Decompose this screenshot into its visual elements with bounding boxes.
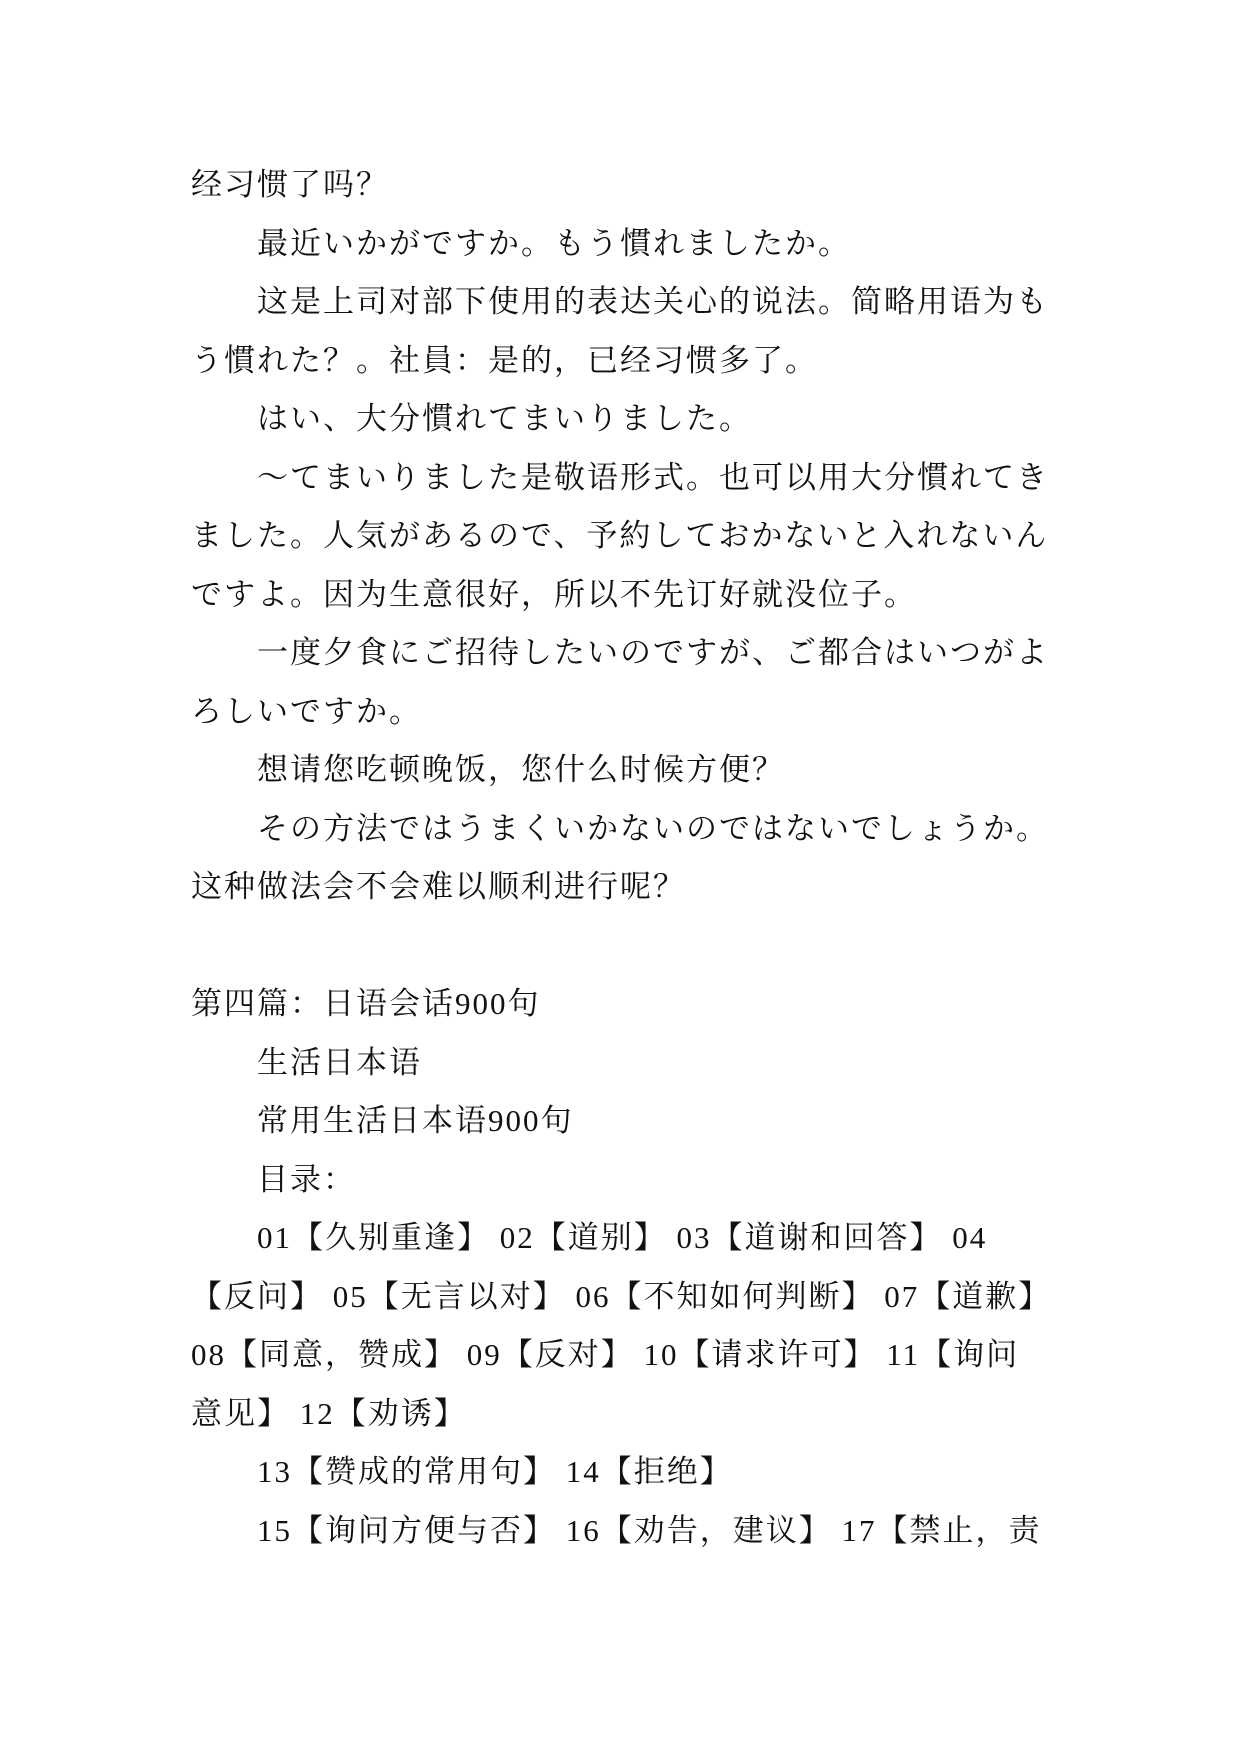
section-title: 常用生活日本语900句: [257, 1103, 574, 1138]
paragraph: [191, 800, 1091, 917]
text-line: 想请您吃顿晚饭，您什么时候方便？: [257, 752, 785, 787]
text-line: ですよ。因为生意很好，所以不先订好就没位子。: [191, 576, 917, 612]
section-heading: 第四篇：日语会话900句: [191, 986, 541, 1021]
toc-paragraph: [191, 1502, 1091, 1561]
page-body: [191, 156, 1091, 1560]
toc-paragraph: [191, 1443, 1091, 1502]
text-line: その方法ではうまくいかないのではないでしょうか。: [257, 810, 1049, 846]
text-line: う慣れた？。社員：是的，已经习惯多了。: [191, 342, 818, 378]
toc-line: 13【赞成的常用句】 14【拒绝】: [257, 1454, 733, 1489]
paragraph: [191, 156, 1091, 215]
text-line: ろしいですか。: [191, 693, 422, 729]
text-line: ました。人気があるので、予約しておかないと入れないん: [191, 518, 1049, 553]
blank-line: [191, 917, 1091, 976]
toc-label: 目录：: [257, 1161, 356, 1197]
paragraph: [191, 624, 1091, 741]
toc-line: 08【同意，赞成】 09【反对】 10【请求许可】 11【询问: [191, 1337, 1020, 1372]
toc-line: 01【久别重逢】 02【道别】 03【道谢和回答】 04: [257, 1220, 988, 1255]
toc-line: 【反问】 05【无言以对】 06【不知如何判断】 07【道歉】: [191, 1278, 1052, 1314]
paragraph: [191, 390, 1091, 449]
text-line: はい、大分慣れてまいりました。: [257, 401, 752, 436]
paragraph: [191, 741, 1091, 800]
text-line: 这种做法会不会难以顺利进行呢？: [191, 869, 686, 904]
paragraph: [191, 449, 1091, 625]
paragraph: [191, 215, 1091, 274]
text-line: 这是上司对部下使用的表达关心的说法。简略用语为も: [257, 284, 1049, 319]
text-line: 经习惯了吗？: [191, 167, 389, 202]
toc-paragraph: [191, 1209, 1091, 1443]
section: [191, 975, 1091, 1560]
text-line: 最近いかがですか。もう慣れましたか。: [257, 225, 851, 261]
toc-line: 意见】 12【劝诱】: [191, 1395, 467, 1431]
text-line: 一度夕食にご招待したいのですが、ご都合はいつがよ: [257, 635, 1049, 670]
paragraph: [191, 273, 1091, 390]
text-line: ～てまいりました是敬语形式。也可以用大分慣れてき: [257, 459, 1049, 495]
section-subtitle: 生活日本语: [257, 1044, 422, 1080]
toc-line: 15【询问方便与否】 16【劝告，建议】 17【禁止，责: [257, 1512, 1042, 1548]
